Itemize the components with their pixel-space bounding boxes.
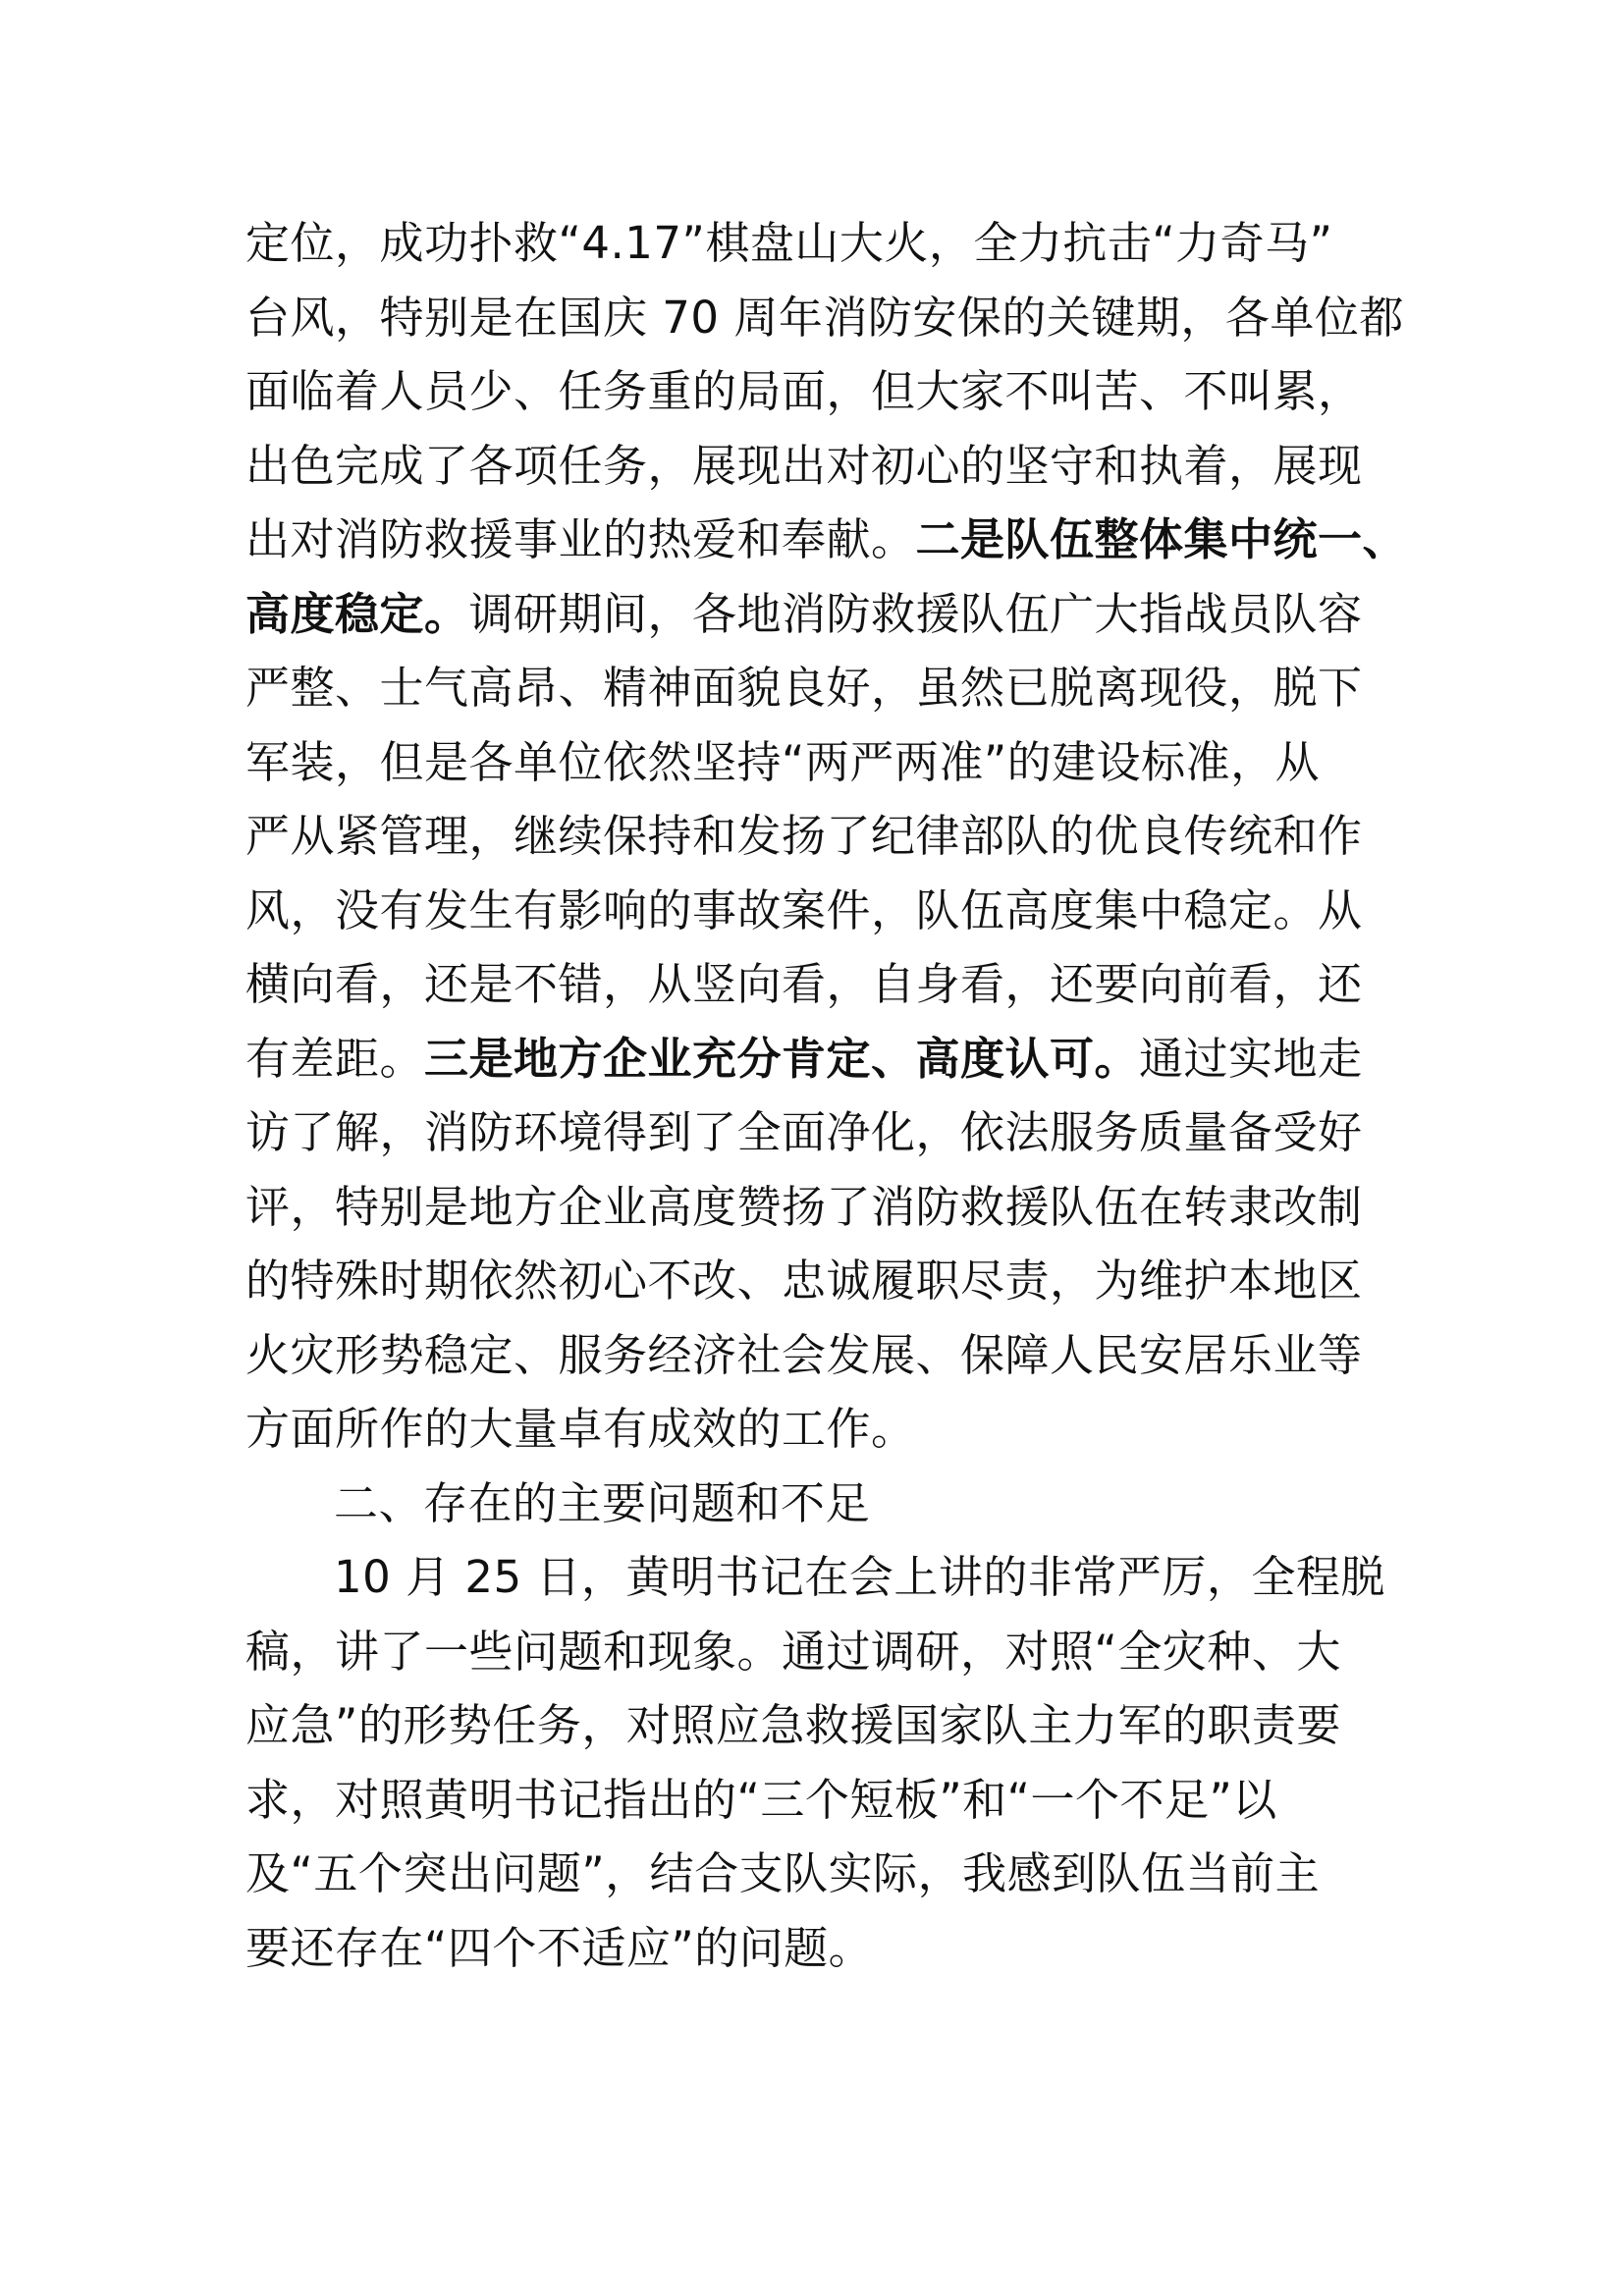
text-segment: 通过实地走 (1139, 1032, 1363, 1085)
text-line (245, 1911, 1404, 1986)
text-line (245, 281, 1404, 355)
document-page (245, 206, 1408, 1985)
text-segment: 出色完成了各项任务，展现出对初心的坚守和执着，展现 (245, 439, 1363, 492)
text-segment: 的特殊时期依然初心不改、忠诚履职尽责，为维护本地区 (245, 1255, 1363, 1307)
text-segment: 访了解，消防环境得到了全面净化，依法服务质量备受好 (245, 1106, 1363, 1158)
text-segment: 军装，但是各单位依然坚持“两严两准”的建设标准，从 (245, 735, 1321, 788)
text-segment: 严整、士气高昂、精神面貌良好，虽然已脱离现役，脱下 (245, 662, 1363, 714)
text-segment: 评，特别是地方企业高度赞扬了消防救援队伍在转隶改制 (245, 1180, 1363, 1233)
text-line (245, 651, 1404, 725)
text-segment: 10 月 25 日，黄明书记在会上讲的非常严厉，全程脱 (334, 1551, 1385, 1603)
text-segment: 求，对照黄明书记指出的“三个短板”和“一个不足”以 (245, 1773, 1277, 1826)
bold-text-segment: 三是地方企业充分肯定、高度认可。 (424, 1032, 1140, 1085)
text-segment: 出对消防救援事业的热爱和奉献。 (245, 513, 916, 565)
text-segment: 面临着人员少、任务重的局面，但大家不叫苦、不叫累， (245, 365, 1363, 417)
bold-text-segment: 高度稳定。 (245, 587, 469, 640)
text-line (245, 874, 1404, 948)
text-segment: 应急”的形势任务，对照应急救援国家队主力军的职责要 (245, 1699, 1341, 1751)
text-segment: 横向看，还是不错，从竖向看，自身看，还要向前看，还 (245, 958, 1363, 1010)
text-line (245, 354, 1404, 429)
text-line (245, 1467, 1404, 1541)
text-line (245, 503, 1408, 577)
text-line (245, 947, 1404, 1022)
text-segment: 火灾形势稳定、服务经济社会发展、保障人民安居乐业等 (245, 1328, 1363, 1381)
text-segment: 及“五个突出问题”，结合支队实际，我感到队伍当前主 (245, 1847, 1321, 1899)
text-line (245, 725, 1404, 800)
bold-text-segment: 二是队伍整体集中统一、 (915, 513, 1408, 565)
text-line (245, 1318, 1404, 1393)
text-line (245, 1022, 1404, 1096)
text-line (245, 1095, 1404, 1170)
text-segment: 有差距。 (245, 1032, 425, 1085)
text-line (245, 1540, 1404, 1615)
text-line (245, 1244, 1404, 1318)
text-segment: 台风，特别是在国庆 70 周年消防安保的关键期，各单位都 (245, 291, 1404, 344)
text-segment: 严从紧管理，继续保持和发扬了纪律部队的优良传统和作 (245, 810, 1363, 862)
text-segment: 稿，讲了一些问题和现象。通过调研，对照“全灾种、大 (245, 1625, 1341, 1678)
text-line (245, 1763, 1404, 1838)
text-line (245, 1392, 1404, 1467)
text-line (245, 577, 1404, 652)
text-segment: 风，没有发生有影响的事故案件，队伍高度集中稳定。从 (245, 883, 1363, 936)
text-segment: 定位，成功扑救“4.17”棋盘山大火，全力抗击“力奇马” (245, 217, 1333, 269)
text-segment: 二、存在的主要问题和不足 (334, 1476, 871, 1529)
text-segment: 要还存在“四个不适应”的问题。 (245, 1921, 874, 1974)
text-segment: 调研期间，各地消防救援队伍广大指战员队容 (468, 587, 1363, 640)
text-line (245, 799, 1404, 874)
text-line (245, 1170, 1404, 1245)
text-line (245, 429, 1404, 504)
text-line (245, 1615, 1404, 1689)
text-line (245, 1688, 1404, 1763)
text-line (245, 206, 1404, 281)
text-segment: 方面所作的大量卓有成效的工作。 (245, 1403, 916, 1455)
text-line (245, 1837, 1404, 1911)
